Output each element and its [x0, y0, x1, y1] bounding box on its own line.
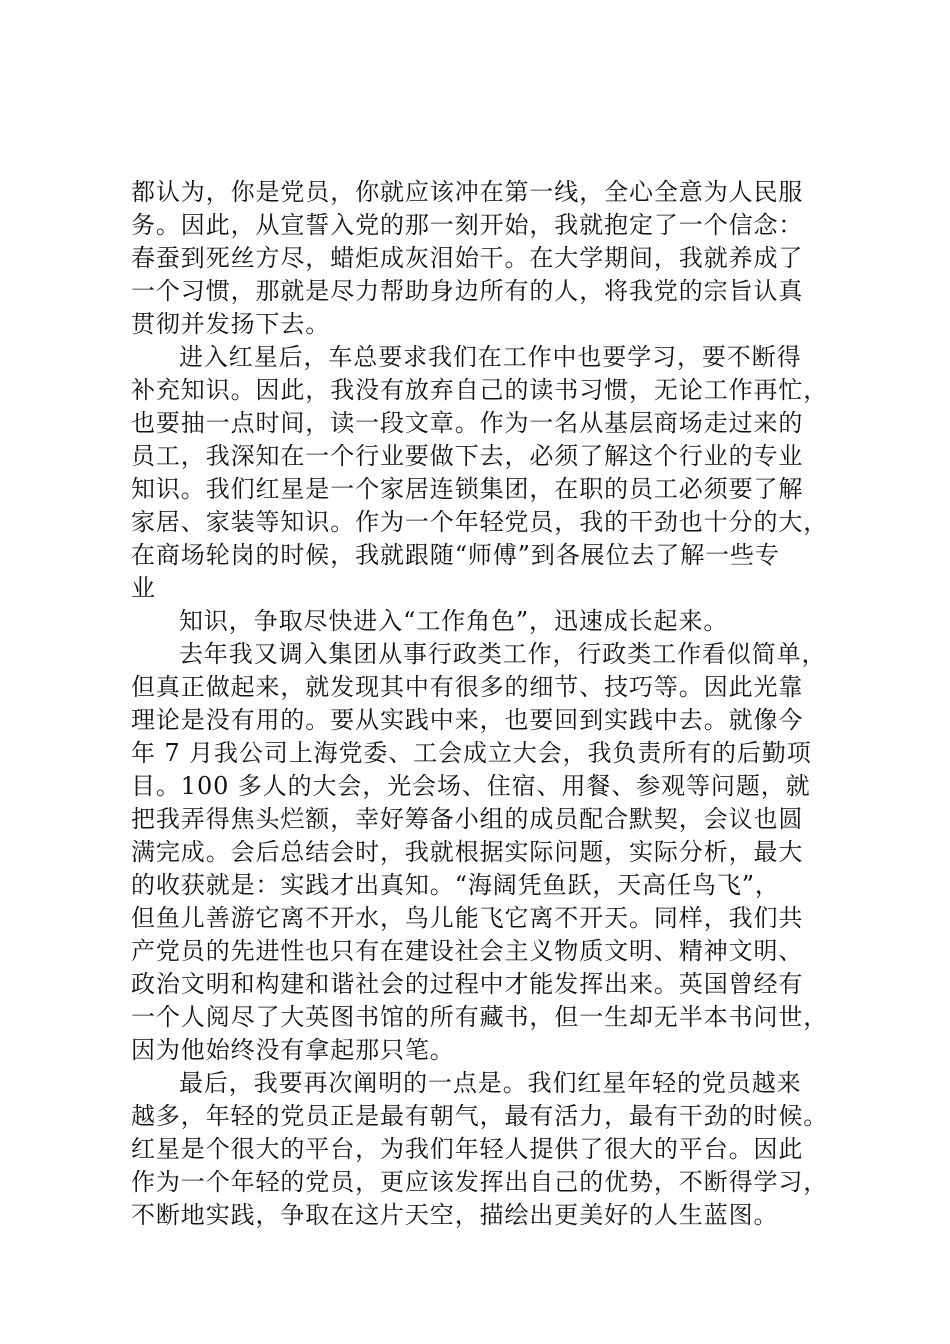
text-line: 的收获就是：实践才出真知。“海阔凭鱼跃，天高任鸟飞”， [131, 871, 780, 899]
document-body [131, 176, 843, 1232]
text-line: 家居、家装等知识。作为一个年轻党员，我的干劲也十分的大， [131, 508, 829, 536]
text-line: 但真正做起来，就发现其中有很多的细节、技巧等。因此光靠 [131, 673, 804, 701]
paragraph-start-line: 知识，争取尽快进入“工作角色”，迅速成长起来。 [179, 607, 729, 635]
text-line: 不断地实践，争取在这片天空，描绘出更美好的人生蓝图。 [131, 1201, 779, 1229]
text-line: 但鱼儿善游它离不开水，鸟儿能飞它离不开天。同样，我们共 [131, 904, 804, 932]
text-line: 满完成。会后总结会时，我就根据实际问题，实际分析，最大 [131, 838, 804, 866]
text-line: 在商场轮岗的时候，我就跟随“师傅”到各展位去了解一些专 [131, 541, 780, 569]
text-line: 也要抽一点时间，读一段文章。作为一名从基层商场走过来的 [131, 409, 804, 437]
text-line: 目。100 多人的大会，光会场、住宿、用餐、参观等问题，就 [131, 772, 811, 800]
text-line: 越多，年轻的党员正是最有朝气，最有活力，最有干劲的时候。 [131, 1102, 829, 1130]
text-line: 务。因此，从宣誓入党的那一刻开始，我就抱定了一个信念： [131, 211, 804, 239]
text-line: 春蚕到死丝方尽，蜡炬成灰泪始干。在大学期间，我就养成了 [131, 244, 804, 272]
text-line: 一个人阅尽了大英图书馆的所有藏书，但一生却无半本书问世， [131, 1003, 829, 1031]
text-line: 贯彻并发扬下去。 [131, 310, 331, 338]
text-line: 把我弄得焦头烂额，幸好筹备小组的成员配合默契，会议也圆 [131, 805, 804, 833]
text-line: 都认为，你是党员，你就应该冲在第一线，全心全意为人民服 [131, 178, 804, 206]
paragraph-start-line: 进入红星后，车总要求我们在工作中也要学习，要不断得 [179, 343, 802, 371]
text-line: 补充知识。因此，我没有放弃自己的读书习惯，无论工作再忙， [131, 376, 829, 404]
text-line: 年 7 月我公司上海党委、工会成立大会，我负责所有的后勤项 [131, 739, 812, 767]
text-line: 理论是没有用的。要从实践中来，也要回到实践中去。就像今 [131, 706, 804, 734]
paragraph-start-line: 最后，我要再次阐明的一点是。我们红星年轻的党员越来 [179, 1069, 802, 1097]
text-line: 业 [131, 574, 156, 602]
text-line: 一个习惯，那就是尽力帮助身边所有的人，将我党的宗旨认真 [131, 277, 804, 305]
paragraph-start-line: 去年我又调入集团从事行政类工作，行政类工作看似简单， [179, 640, 827, 668]
text-line: 政治文明和构建和谐社会的过程中才能发挥出来。英国曾经有 [131, 970, 804, 998]
text-line: 知识。我们红星是一个家居连锁集团，在职的员工必须要了解 [131, 475, 804, 503]
text-line: 红星是个很大的平台，为我们年轻人提供了很大的平台。因此 [131, 1135, 804, 1163]
text-line: 作为一个年轻的党员，更应该发挥出自己的优势，不断得学习， [131, 1168, 829, 1196]
text-line: 因为他始终没有拿起那只笔。 [131, 1036, 455, 1064]
text-line: 员工，我深知在一个行业要做下去，必须了解这个行业的专业 [131, 442, 804, 470]
text-line: 产党员的先进性也只有在建设社会主义物质文明、精神文明、 [131, 937, 804, 965]
